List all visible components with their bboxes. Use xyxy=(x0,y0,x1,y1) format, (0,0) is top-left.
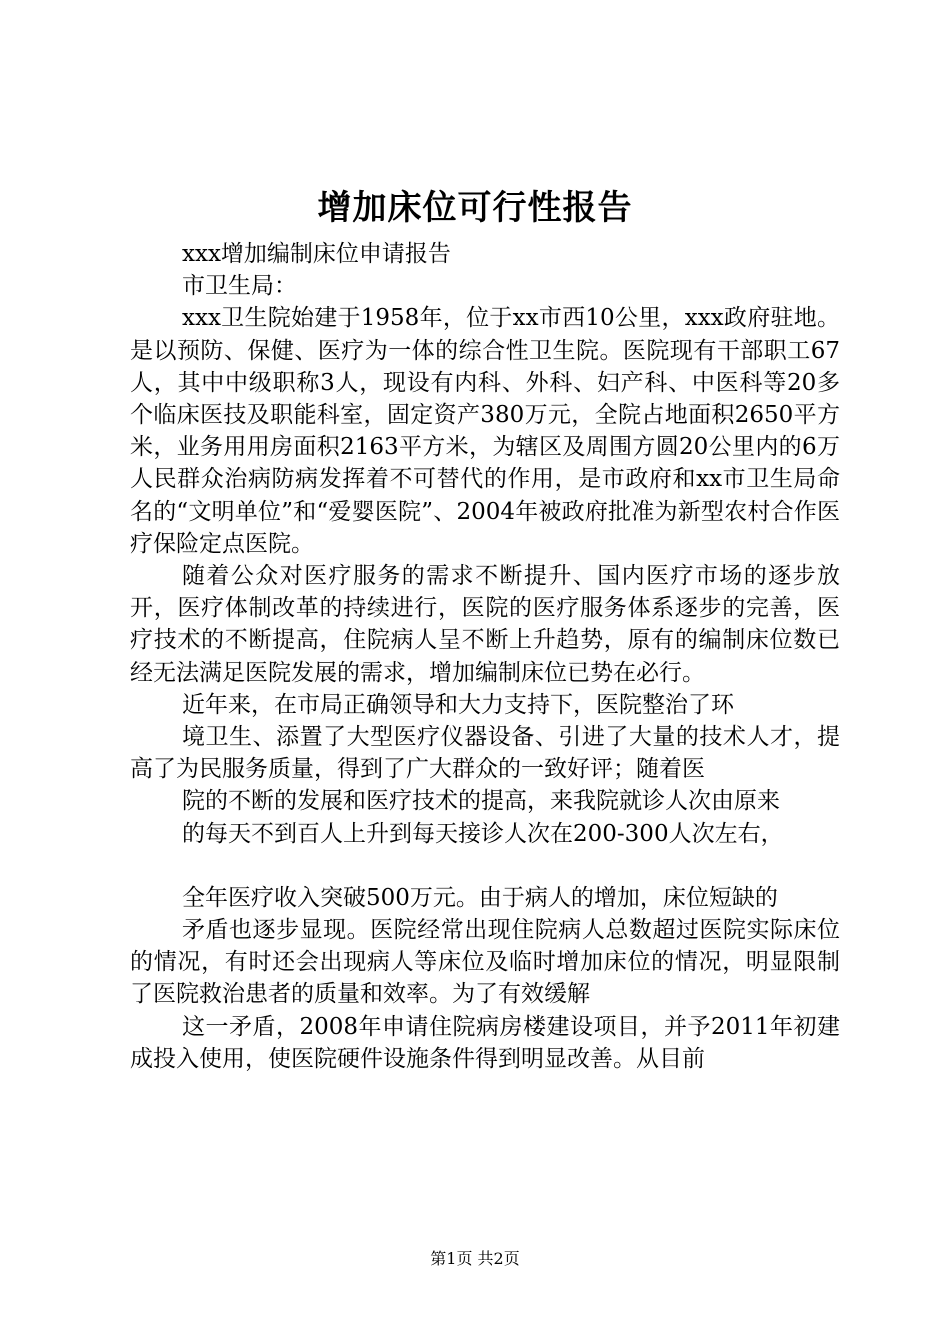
report-subtitle: xxx增加编制床位申请报告 xyxy=(182,241,451,267)
addressee: 市卫生局： xyxy=(182,273,297,300)
paragraph-annual-income: 全年医疗收入突破500万元。由于病人的增加，床位短缺的 xyxy=(182,884,778,911)
document-title: 增加床位可行性报告 xyxy=(317,188,633,228)
paragraph-daily-visits: 的每天不到百人上升到每天接诊人次在200-300人次左右， xyxy=(182,820,784,847)
page-footer: 第1页 共2页 xyxy=(430,1249,520,1268)
blank-line xyxy=(130,850,840,882)
paragraph-development: 院的不断的发展和医疗技术的提高，来我院就诊人次由原来 xyxy=(182,788,780,815)
paragraph-environment: 境卫生、添置了大型医疗仪器设备、引进了大量的技术人才，提高了为民服务质量，得到了广大群众的一致好评；随着医 xyxy=(130,724,840,783)
paragraph-hospital-intro: xxx卫生院始建于1958年，位于xx市西10公里，xxx政府驻地。是以预防、保健、医疗为一体的综合性卫生院。医院现有干部职工67人，其中中级职称3人，现设有内科、外科、妇产科、中医科等20多个临床医技及职能科室，固定资产380万元，全院占地面积2650平方米，业务用用房面积2163平方米，为辖区及周围方圆20公里内的6万人民群众治病防病发挥着不可替代的作用，是市政府和xx市卫生局命名的“文明单位”和“爱婴医院”、2004年被政府批准为新型农村合作医疗保险定点医院。 xyxy=(130,305,840,557)
paragraph-recent-years: 近年来，在市局正确领导和大力支持下，医院整治了环 xyxy=(182,691,734,718)
document-body xyxy=(130,238,840,1075)
paragraph-new-building: 这一矛盾，2008年申请住院病房楼建设项目，并予2011年初建成投入使用，使医院硬件设施条件得到明显改善。从目前 xyxy=(130,1013,840,1072)
paragraph-bed-shortage: 矛盾也逐步显现。医院经常出现住院病人总数超过医院实际床位的情况，有时还会出现病人等床位及临时增加床位的情况，明显限制了医院救治患者的质量和效率。为了有效缓解 xyxy=(130,917,840,1008)
paragraph-demand-growth: 随着公众对医疗服务的需求不断提升、国内医疗市场的逐步放开，医疗体制改革的持续进行，医院的医疗服务体系逐步的完善，医疗技术的不断提高，住院病人呈不断上升趋势，原有的编制床位数已经无法满足医院发展的需求，增加编制床位已势在必行。 xyxy=(130,563,840,686)
